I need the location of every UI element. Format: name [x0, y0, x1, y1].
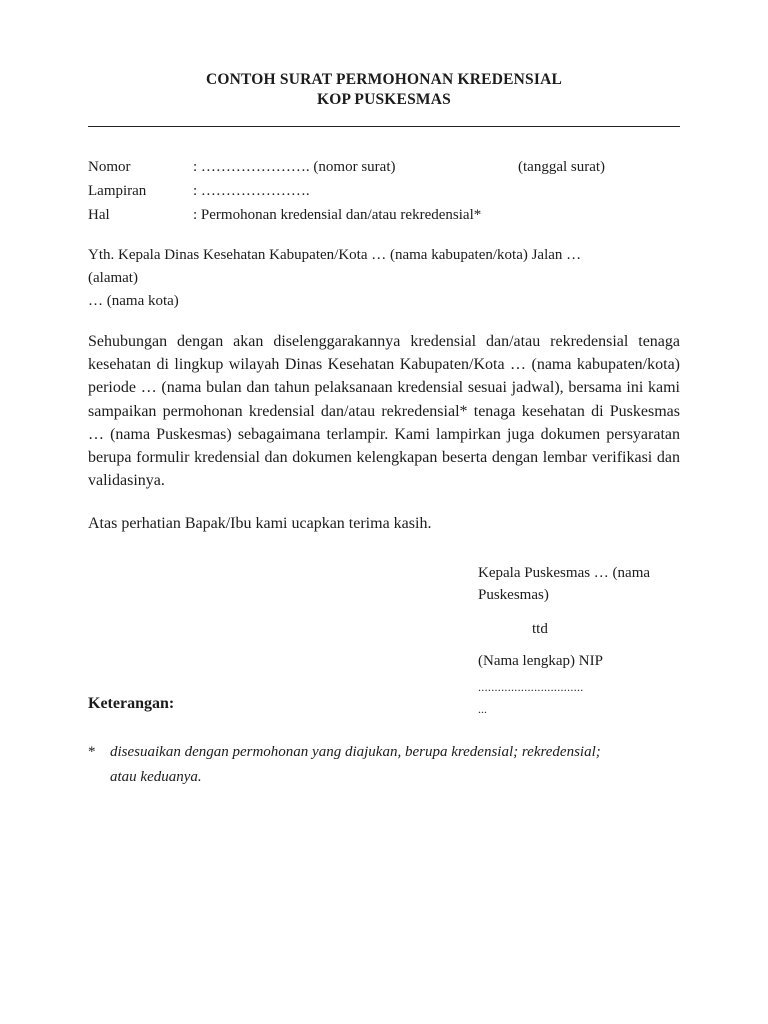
- lampiran-label: Lampiran: [88, 183, 147, 199]
- letter-title: CONTOH SURAT PERMOHONAN KREDENSIAL: [205, 71, 563, 88]
- signature-mark: ttd: [532, 621, 548, 637]
- notes-heading: Keterangan:: [88, 695, 175, 712]
- address-line-1: Yth. Kepala Dinas Kesehatan Kabupaten/Kota … (nama kabupaten/kota) Jalan …: [88, 247, 582, 263]
- signatory-name: (Nama lengkap) NIP: [478, 653, 603, 669]
- note-marker: *: [88, 744, 96, 760]
- hal-value: : Permohonan kredensial dan/atau rekredensial*: [193, 207, 482, 223]
- closing-sentence: Atas perhatian Bapak/Ibu kami ucapkan terima kasih.: [88, 515, 432, 532]
- body-paragraph: Sehubungan dengan akan diselenggarakannya kredensial dan/atau rekredensial tenaga kesehatan di lingkup wilayah Dinas Kesehatan Kabupaten/Kota … (nama kabupaten/kota) periode … (nama bulan dan tahun pelaksanaan kredensial sesuai jadwal), bersama ini kami sampaikan permohonan kredensial dan/atau rekredensial* tenaga kesehatan di Puskesmas … (nama Puskesmas) sebagaimana terlampir. Kami lampirkan juga dokumen persyaratan berupa formulir kredensial dan dokumen kelengkapan beserta dengan lembar verifikasi dan validasinya.: [88, 333, 680, 490]
- tanggal-surat: (tanggal surat): [518, 159, 606, 175]
- header-divider: [88, 126, 680, 127]
- nomor-label: Nomor: [88, 159, 131, 175]
- lampiran-value: : ………………….: [193, 183, 310, 199]
- nip-placeholder-continued: ...: [478, 702, 487, 716]
- signatory-office: Kepala Puskesmas … (nama Puskesmas): [478, 565, 651, 603]
- hal-label: Hal: [88, 207, 110, 223]
- recipient-address: [88, 244, 680, 313]
- note-text: disesuaikan dengan permohonan yang diajukan, berupa kredensial; rekredensial; atau keduanya.: [110, 744, 601, 785]
- letterhead-placeholder: KOP PUSKESMAS: [317, 91, 451, 108]
- nomor-value: : …………………. (nomor surat): [193, 159, 396, 175]
- nip-placeholder: ................................: [478, 680, 584, 694]
- address-line-3: … (nama kota): [88, 293, 179, 309]
- address-line-2: (alamat): [88, 270, 138, 286]
